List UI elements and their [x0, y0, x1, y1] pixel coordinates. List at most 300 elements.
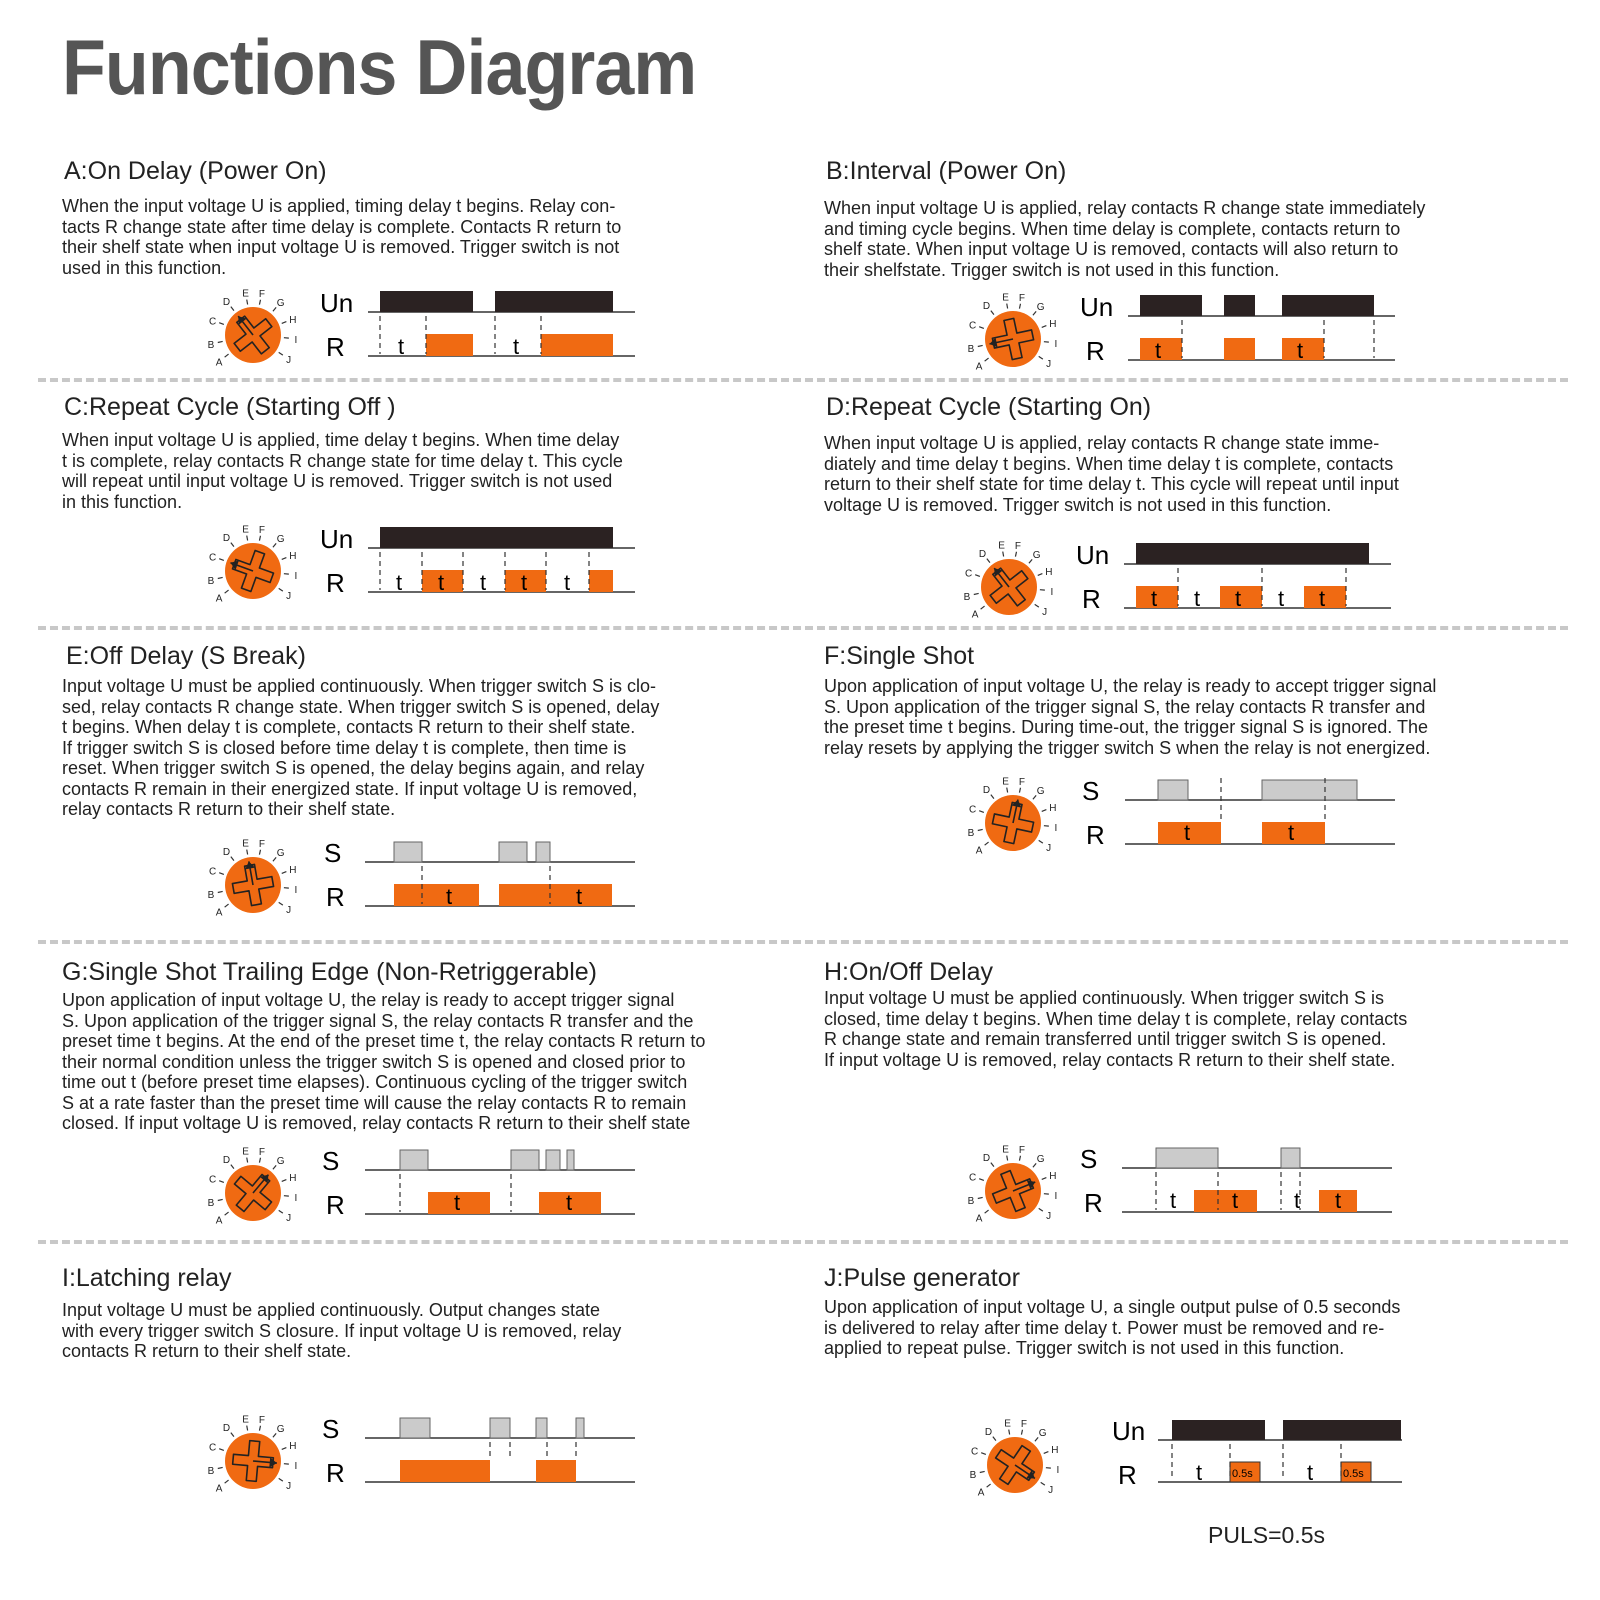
- dial-letter: H: [289, 314, 297, 326]
- dial-letter: D: [222, 847, 231, 859]
- dial-tick: [978, 345, 983, 346]
- dial-tick: [978, 829, 983, 830]
- dial-letter: F: [258, 288, 265, 300]
- desc-line: Input voltage U must be applied continuously. Output changes state: [62, 1300, 601, 1320]
- dial-letter: C: [208, 316, 217, 328]
- function-b-diagram: [960, 286, 1410, 376]
- dial-letter: C: [208, 552, 217, 564]
- dial-tick: [282, 1448, 287, 1450]
- dial-tick: [985, 358, 989, 361]
- function-j-description: [824, 1297, 1400, 1359]
- selector-dial: [968, 1145, 1058, 1225]
- function-c-description: [62, 430, 623, 512]
- dial-tick: [979, 811, 984, 813]
- dial-letter: E: [242, 524, 249, 536]
- dial-tick: [1019, 1156, 1020, 1161]
- desc-line: Upon application of input voltage U, the relay is ready to accept trigger signal: [62, 990, 675, 1010]
- desc-line: return to their shelf state for time delay t. This cycle will repeat until input: [824, 474, 1399, 494]
- separator: [38, 940, 1568, 944]
- function-f-diagram: [960, 770, 1410, 860]
- dial-letter: A: [215, 357, 223, 369]
- s-pulse: [511, 1150, 539, 1170]
- dial-tick: [218, 577, 223, 578]
- dial-tick: [247, 536, 248, 541]
- dial-tick: [991, 795, 994, 799]
- dial-tick: [991, 311, 994, 315]
- desc-line: S at a rate faster than the preset time will cause the relay contacts R to remain: [62, 1092, 687, 1113]
- timing-markers: [490, 1442, 576, 1458]
- r-pulse: [1224, 338, 1255, 360]
- dial-letter: H: [289, 1172, 297, 1184]
- r-label: R: [1086, 820, 1105, 850]
- dial-tick: [279, 1478, 283, 1481]
- dial-letter: E: [242, 288, 249, 300]
- dial-letter: I: [294, 334, 298, 346]
- dial-letter: G: [276, 1156, 285, 1168]
- r-pulse: [426, 334, 473, 356]
- dial-tick: [231, 307, 234, 311]
- desc-line: reset. When trigger switch S is opened, the delay begins again, and relay: [62, 758, 645, 778]
- desc-line: voltage U is removed. Trigger switch is not used in this function.: [824, 494, 1332, 515]
- dial-letter: H: [1049, 1170, 1057, 1182]
- function-c-title: C:Repeat Cycle (Starting Off ): [64, 393, 396, 421]
- dial-tick: [219, 1181, 224, 1183]
- page-title: Functions Diagram: [62, 23, 697, 111]
- selector-dial: [208, 289, 298, 369]
- pulse-label: 0.5s: [1232, 1468, 1253, 1480]
- dial-letter: A: [215, 1483, 223, 1495]
- function-i-diagram: [200, 1408, 650, 1498]
- dial-tick: [218, 341, 223, 342]
- dial-tick: [219, 873, 224, 875]
- function-h-description: [824, 988, 1407, 1070]
- dial-letter: J: [1046, 359, 1052, 371]
- t-label: t: [566, 1190, 573, 1215]
- dial-tick: [1019, 304, 1020, 309]
- dial-letter: E: [1002, 1144, 1009, 1156]
- selector-dial: [968, 293, 1058, 373]
- dial-letter: E: [998, 540, 1005, 552]
- dial-letter: B: [967, 827, 975, 839]
- function-f-title: F:Single Shot: [824, 642, 975, 670]
- dial-tick: [1042, 810, 1047, 812]
- desc-line: their normal condition unless the trigger switch S is opened and closed prior to: [62, 1051, 686, 1072]
- dial-tick: [247, 1158, 248, 1163]
- dial-tick: [1003, 552, 1004, 557]
- dial-letter: H: [1049, 802, 1057, 814]
- un-pulse: [1224, 295, 1255, 316]
- dial-letter: J: [286, 1481, 292, 1493]
- s-pulse: [394, 842, 422, 862]
- dial-letter: H: [1051, 1444, 1059, 1456]
- dial-tick: [282, 1180, 287, 1182]
- selector-dial: [208, 525, 298, 605]
- dial-letter: B: [967, 1195, 975, 1207]
- s-pulse: [546, 1150, 560, 1170]
- dial-letter: H: [1045, 566, 1053, 578]
- dial-tick: [1033, 1163, 1036, 1167]
- dial-letter: J: [1046, 843, 1052, 855]
- dial-tick: [231, 1433, 234, 1437]
- s-label: S: [322, 1146, 340, 1176]
- dial-letter: A: [215, 1215, 223, 1227]
- desc-line: Upon application of input voltage U, a single output pulse of 0.5 seconds: [824, 1297, 1401, 1317]
- r-label: R: [326, 1458, 345, 1488]
- dial-tick: [247, 850, 248, 855]
- dial-tick: [218, 891, 223, 892]
- t-label: t: [1288, 820, 1295, 845]
- r-pulse: [400, 1460, 490, 1482]
- dial-letter: J: [286, 905, 292, 917]
- dial-tick: [279, 902, 283, 905]
- dial-letter: J: [286, 1213, 292, 1225]
- desc-line: S. Upon application of the trigger signal S, the relay contacts R transfer and the: [62, 1010, 694, 1031]
- desc-line: used in this function.: [62, 257, 227, 278]
- t-label: t: [1278, 586, 1285, 611]
- r-label: R: [1118, 1460, 1137, 1490]
- dial-tick: [979, 1179, 984, 1181]
- dial-letter: D: [222, 297, 231, 309]
- dial-letter: A: [975, 845, 983, 857]
- desc-line: If trigger switch S is closed before time delay t is complete, then time is: [62, 737, 627, 758]
- dial-tick: [219, 559, 224, 561]
- t-label: t: [1319, 586, 1326, 611]
- desc-line: with every trigger switch S closure. If input voltage U is removed, relay: [62, 1320, 622, 1341]
- dial-letter: I: [1050, 586, 1054, 598]
- dial-letter: C: [970, 1446, 979, 1458]
- t-label: t: [1307, 1460, 1314, 1485]
- dial-tick: [981, 606, 985, 609]
- dial-letter: E: [242, 1146, 249, 1158]
- dial-letter: I: [294, 570, 298, 582]
- r-pulse: [499, 884, 612, 906]
- pulse-note: PULS=0.5s: [1208, 1522, 1325, 1548]
- desc-line: time out t (before preset time elapses). Continuous cycling of the trigger switch: [62, 1072, 688, 1092]
- function-b-description: [824, 198, 1425, 280]
- r-label: R: [1086, 336, 1105, 366]
- t-label: t: [1232, 1188, 1239, 1213]
- function-g-diagram: [200, 1140, 650, 1230]
- r-pulse: [394, 884, 479, 906]
- desc-line: their shelf state when input voltage U is removed. Trigger switch is not: [62, 237, 620, 257]
- dial-tick: [231, 857, 234, 861]
- dial-letter: C: [208, 1174, 217, 1186]
- s-pulse: [499, 842, 527, 862]
- dial-letter: F: [258, 1146, 265, 1158]
- dial-tick: [259, 536, 260, 541]
- dial-tick: [1042, 1178, 1047, 1180]
- desc-line: preset time t begins. At the end of the preset time t, the relay contacts R return to: [62, 1031, 706, 1051]
- desc-line: sed, relay contacts R change state. When trigger switch S is opened, delay: [62, 696, 660, 717]
- s-label: S: [322, 1414, 340, 1444]
- dial-letter: F: [1020, 1418, 1027, 1430]
- dial-letter: B: [207, 889, 215, 901]
- dial-letter: F: [1018, 776, 1025, 788]
- dial-tick: [259, 1158, 260, 1163]
- dial-letter: I: [1056, 1464, 1060, 1476]
- desc-line: and timing cycle begins. When time delay is complete, contacts return to: [824, 218, 1401, 239]
- dial-tick: [282, 322, 287, 324]
- desc-line: contacts R return to their shelf state.: [62, 1341, 352, 1361]
- dial-tick: [1007, 304, 1008, 309]
- t-label: t: [1184, 820, 1191, 845]
- dial-tick: [279, 1210, 283, 1213]
- dial-tick: [218, 1467, 223, 1468]
- un-pulse: [1283, 1420, 1401, 1440]
- dial-tick: [979, 327, 984, 329]
- function-a-description: [62, 196, 621, 278]
- dial-tick: [1009, 1430, 1010, 1435]
- function-g-description: [62, 990, 705, 1134]
- s-pulse: [536, 842, 550, 862]
- dial-letter: B: [967, 343, 975, 355]
- function-c-diagram: [200, 518, 650, 608]
- desc-line: tacts R change state after time delay is complete. Contacts R return to: [62, 216, 622, 237]
- dial-tick: [247, 300, 248, 305]
- function-d-diagram: [956, 534, 1406, 624]
- desc-line: applied to repeat pulse. Trigger switch is not used in this function.: [824, 1338, 1345, 1358]
- dial-letter: H: [1049, 318, 1057, 330]
- dial-letter: G: [276, 534, 285, 546]
- s-label: S: [324, 838, 342, 868]
- dial-tick: [993, 1437, 996, 1441]
- dial-tick: [1039, 356, 1043, 359]
- dial-tick: [259, 850, 260, 855]
- t-label: t: [1194, 586, 1201, 611]
- r-label: R: [326, 1190, 345, 1220]
- un-pulse: [1282, 295, 1374, 316]
- function-e-title: E:Off Delay (S Break): [66, 642, 306, 670]
- dial-tick: [1007, 1156, 1008, 1161]
- dial-letter: B: [207, 1465, 215, 1477]
- selector-dial: [208, 839, 298, 919]
- dial-letter: C: [208, 1442, 217, 1454]
- selector-dial: [964, 541, 1054, 621]
- dial-tick: [259, 300, 260, 305]
- dial-tick: [1039, 840, 1043, 843]
- t-label: t: [454, 1190, 461, 1215]
- dial-tick: [975, 575, 980, 577]
- dial-tick: [273, 857, 276, 861]
- dial-tick: [1041, 1482, 1045, 1485]
- dial-tick: [1042, 326, 1047, 328]
- dial-tick: [1029, 559, 1032, 563]
- dial-tick: [225, 1212, 229, 1215]
- dial-tick: [247, 1426, 248, 1431]
- desc-line: When input voltage U is applied, time delay t begins. When time delay: [62, 430, 620, 450]
- function-f-description: [824, 676, 1436, 758]
- s-pulse: [1262, 780, 1357, 800]
- dial-tick: [980, 1471, 985, 1472]
- selector-dial: [208, 1415, 298, 1495]
- dial-letter: D: [222, 1423, 231, 1435]
- un-label: Un: [320, 524, 354, 554]
- s-pulse: [400, 1418, 430, 1438]
- s-pulse: [1158, 780, 1188, 800]
- dial-letter: E: [242, 1414, 249, 1426]
- un-label: Un: [1076, 540, 1110, 570]
- dial-tick: [1033, 795, 1036, 799]
- dial-letter: I: [294, 884, 298, 896]
- t-label: t: [480, 570, 487, 595]
- function-e-diagram: [200, 832, 650, 922]
- dial-tick: [231, 543, 234, 547]
- t-label: t: [446, 884, 453, 909]
- dial-tick: [985, 1210, 989, 1213]
- t-label: t: [1297, 338, 1304, 363]
- dial-letter: G: [276, 848, 285, 860]
- dial-tick: [219, 1449, 224, 1451]
- dial-tick: [225, 1480, 229, 1483]
- r-pulse: [536, 1460, 576, 1482]
- dial-letter: J: [286, 355, 292, 367]
- function-e-description: [62, 676, 659, 820]
- r-label: R: [1082, 584, 1101, 614]
- dial-letter: F: [1014, 540, 1021, 552]
- dial-letter: H: [289, 864, 297, 876]
- desc-line: diately and time delay t begins. When time delay t is complete, contacts: [824, 453, 1394, 474]
- desc-line: When input voltage U is applied, relay contacts R change state imme-: [824, 433, 1380, 453]
- function-b-title: B:Interval (Power On): [826, 157, 1067, 185]
- dial-letter: C: [968, 320, 977, 332]
- function-i-description: [62, 1300, 621, 1362]
- dial-tick: [219, 323, 224, 325]
- s-label: S: [1082, 776, 1100, 806]
- dial-letter: B: [969, 1469, 977, 1481]
- t-label: t: [396, 570, 403, 595]
- dial-tick: [985, 842, 989, 845]
- dial-letter: I: [294, 1192, 298, 1204]
- function-g-title: G:Single Shot Trailing Edge (Non-Retriggerable): [62, 958, 597, 986]
- dial-tick: [1035, 1437, 1038, 1441]
- s-pulse: [1281, 1148, 1300, 1168]
- dial-letter: B: [207, 575, 215, 587]
- r-label: R: [326, 568, 345, 598]
- r-label: R: [326, 882, 345, 912]
- timing-markers: [1182, 320, 1374, 358]
- dial-tick: [1019, 788, 1020, 793]
- dial-letter: B: [207, 339, 215, 351]
- desc-line: If input voltage U is removed, relay contacts R return to their shelf state.: [824, 1049, 1396, 1070]
- desc-line: Input voltage U must be applied continuously. When trigger switch S is clo-: [62, 676, 656, 696]
- dial-letter: B: [963, 591, 971, 603]
- t-label: t: [1235, 586, 1242, 611]
- function-d-description: [824, 433, 1399, 515]
- dial-letter: D: [982, 785, 991, 797]
- dial-letter: F: [258, 1414, 265, 1426]
- dial-letter: C: [968, 1172, 977, 1184]
- desc-line: relay contacts R return to their shelf state.: [62, 799, 396, 819]
- t-label: t: [398, 334, 405, 359]
- function-h-title: H:On/Off Delay: [824, 958, 994, 986]
- dial-tick: [1015, 552, 1016, 557]
- s-pulse: [400, 1150, 428, 1170]
- dial-letter: I: [1054, 1190, 1058, 1202]
- t-label: t: [576, 884, 583, 909]
- t-label: t: [1196, 1460, 1203, 1485]
- t-label: t: [1294, 1188, 1301, 1213]
- desc-line: When the input voltage U is applied, timing delay t begins. Relay con-: [62, 196, 616, 216]
- dial-letter: E: [1004, 1418, 1011, 1430]
- t-label: t: [1155, 338, 1162, 363]
- dial-letter: H: [289, 1440, 297, 1452]
- dial-tick: [282, 872, 287, 874]
- dial-tick: [225, 590, 229, 593]
- t-label: t: [564, 570, 571, 595]
- function-d-title: D:Repeat Cycle (Starting On): [826, 393, 1152, 421]
- desc-line: shelf state. When input voltage U is removed, contacts will also return to: [824, 239, 1399, 259]
- t-label: t: [1170, 1188, 1177, 1213]
- function-i-title: I:Latching relay: [62, 1264, 232, 1292]
- function-j-title: J:Pulse generator: [824, 1264, 1020, 1292]
- desc-line: closed, time delay t begins. When time delay t is complete, relay contacts: [824, 1008, 1408, 1029]
- desc-line: in this function.: [62, 491, 183, 512]
- desc-line: relay resets by applying the trigger switch S when the relay is not energized.: [824, 737, 1431, 758]
- dial-letter: C: [208, 866, 217, 878]
- selector-dial: [208, 1147, 298, 1227]
- desc-line: contacts R remain in their energized state. If input voltage U is removed,: [62, 778, 638, 799]
- dial-letter: E: [242, 838, 249, 850]
- dial-letter: B: [207, 1197, 215, 1209]
- r-label: R: [326, 332, 345, 362]
- un-label: Un: [1080, 292, 1114, 322]
- dial-letter: G: [1032, 550, 1041, 562]
- dial-letter: F: [258, 838, 265, 850]
- dial-letter: G: [1036, 302, 1045, 314]
- dial-tick: [273, 307, 276, 311]
- un-pulse: [1172, 1420, 1265, 1440]
- dial-letter: F: [1018, 292, 1025, 304]
- un-label: Un: [320, 288, 354, 318]
- un-pulse: [380, 527, 613, 548]
- un-pulse: [380, 291, 473, 312]
- t-label: t: [521, 570, 528, 595]
- r-pulse: [1194, 1190, 1257, 1212]
- desc-line: will repeat until input voltage U is removed. Trigger switch is not used: [62, 471, 613, 491]
- dial-tick: [279, 352, 283, 355]
- dial-letter: G: [1036, 1154, 1045, 1166]
- dial-letter: D: [222, 1155, 231, 1167]
- dial-letter: H: [289, 550, 297, 562]
- dial-tick: [1021, 1430, 1022, 1435]
- dial-letter: C: [968, 804, 977, 816]
- desc-line: t is complete, relay contacts R change state for time delay t. This cycle: [62, 450, 623, 471]
- dial-tick: [231, 1165, 234, 1169]
- dial-tick: [1044, 1452, 1049, 1454]
- un-pulse: [1136, 543, 1369, 564]
- s-label: S: [1080, 1144, 1098, 1174]
- desc-line: R change state and remain transferred until trigger switch S is opened.: [824, 1029, 1387, 1049]
- function-j-diagram: [962, 1412, 1412, 1502]
- dial-tick: [282, 558, 287, 560]
- separator: [38, 1240, 1568, 1244]
- selector-dial: [968, 777, 1058, 857]
- t-label: t: [438, 570, 445, 595]
- s-pulse: [576, 1418, 584, 1438]
- dial-letter: D: [982, 1153, 991, 1165]
- r-pulse: [589, 570, 613, 592]
- dial-letter: J: [1048, 1485, 1054, 1497]
- desc-line: Input voltage U must be applied continuously. When trigger switch S is: [824, 988, 1384, 1008]
- dial-tick: [273, 1433, 276, 1437]
- un-label: Un: [1112, 1416, 1146, 1446]
- dial-letter: G: [276, 298, 285, 310]
- desc-line: the preset time t begins. During time-out, the trigger signal S is ignored. The: [824, 717, 1428, 737]
- function-a-diagram: [200, 282, 650, 372]
- dial-letter: J: [286, 591, 292, 603]
- dial-tick: [1038, 574, 1043, 576]
- s-pulse: [490, 1418, 510, 1438]
